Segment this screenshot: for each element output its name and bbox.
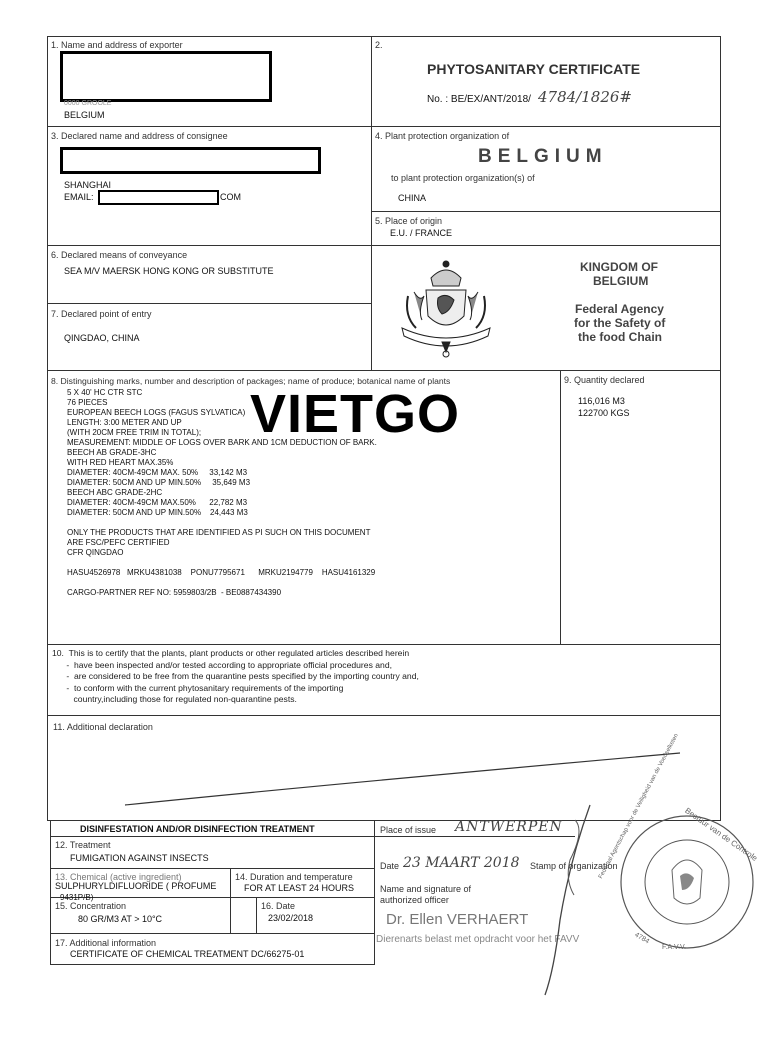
ppo-to-label: to plant protection organization(s) of — [391, 173, 535, 183]
exporter-partial-line: 0000 GROOLE — [64, 100, 112, 107]
box-2 — [371, 36, 721, 127]
exporter-label: 1. Name and address of exporter — [51, 40, 183, 50]
quantity-volume: 116,016 M3 — [578, 396, 625, 406]
kingdom-line-1: KINGDOM OF — [580, 260, 658, 274]
rule — [230, 868, 231, 933]
description-line: 76 PIECES — [67, 398, 108, 407]
stamp-label: Stamp of organization — [530, 861, 618, 871]
description-line: LENGTH: 3:00 METER AND UP — [67, 418, 182, 427]
date-label: 16. Date — [261, 901, 296, 911]
rule — [50, 897, 375, 898]
description-line: 5 X 40' HC CTR STC — [67, 388, 143, 397]
duration-label: 14. Duration and temperature — [235, 872, 353, 882]
chemical-value-1: SULPHURYLDIFLUORIDE ( PROFUME — [55, 881, 217, 891]
description-line: ARE FSC/PEFC CERTIFIED — [67, 538, 170, 547]
agency-line-1: Federal Agency — [575, 302, 664, 316]
officer-label-1: Name and signature of — [380, 884, 472, 894]
quantity-weight: 122700 KGS — [578, 408, 630, 418]
rule — [50, 868, 375, 869]
certify-line: - are considered to be free from the quarantine pests specified by the importing country and, — [52, 671, 419, 681]
entry-value: QINGDAO, CHINA — [64, 333, 140, 343]
description-line: ONLY THE PRODUCTS THAT ARE IDENTIFIED AS PI SUCH ON THIS DOCUMENT — [67, 528, 371, 537]
description-line: BEECH AB GRADE-3HC — [67, 448, 157, 457]
ppo-label: 4. Plant protection organization of — [375, 131, 510, 141]
certify-line: - have been inspected and/or tested according to appropriate official procedures and, — [52, 659, 392, 670]
vietgo-watermark: VIETGO — [250, 384, 461, 444]
description-line — [67, 518, 377, 528]
ppo-country: BELGIUM — [478, 146, 608, 167]
description-line: DIAMETER: 40CM-49CM MAX. 50% 33,142 M3 — [67, 468, 248, 477]
description-line — [67, 558, 377, 568]
stamp-inner-text: Bestuur van de Controle — [683, 806, 759, 863]
entry-label: 7. Declared point of entry — [51, 309, 152, 319]
redaction-block — [60, 147, 321, 174]
certify-line: - to conform with the current phytosanitary requirements of the importing — [52, 682, 344, 693]
additional-label: 11. Additional declaration — [53, 722, 153, 732]
treatment-value: FUMIGATION AGAINST INSECTS — [70, 853, 209, 863]
chemical-value-2: 9431P/B) — [60, 893, 94, 902]
concentration-label: 15. Concentration — [55, 901, 127, 911]
stamp-ring-text: Federaal Agentschap voor de Veiligheid van de Voedselketen — [598, 732, 680, 880]
conveyance-value: SEA M/V MAERSK HONG KONG OR SUBSTITUTE — [64, 266, 274, 276]
officer-note: Dierenarts belast met opdracht voor het FAVV — [376, 934, 580, 945]
rule — [50, 836, 375, 837]
description-line: DIAMETER: 50CM AND UP MIN.50% 24,443 M3 — [67, 508, 248, 517]
certify-line: 10. This is to certify that the plants, plant products or other regulated articles described herein — [52, 648, 410, 658]
description-label: 8. Distinguishing marks, number and description of packages; name of produce; botanical name of plants — [51, 376, 451, 386]
officer-name: Dr. Ellen VERHAERT — [386, 911, 529, 928]
description-line: EUROPEAN BEECH LOGS (FAGUS SYLVATICA) — [67, 408, 246, 417]
consignee-city: SHANGHAI — [64, 180, 112, 190]
certificate-number-handwritten: 4784/1826# — [538, 88, 632, 106]
date-value: 23/02/2018 — [268, 913, 314, 923]
description-line: MEASUREMENT: MIDDLE OF LOGS OVER BARK AND 1CM DEDUCTION OF BARK. — [67, 438, 377, 447]
ppo-to-country: CHINA — [398, 193, 427, 203]
consignee-label: 3. Declared name and address of consignee — [51, 131, 228, 141]
origin-value: E.U. / FRANCE — [390, 228, 453, 238]
exporter-country: BELGIUM — [64, 110, 105, 120]
description-line: WITH RED HEART MAX.35% — [67, 458, 174, 467]
conveyance-label: 6. Declared means of conveyance — [51, 250, 188, 260]
certificate-number-label: No. : BE/EX/ANT/2018/ — [427, 94, 531, 105]
issue-date-label: Date — [380, 861, 400, 871]
belgian-coat-of-arms-icon — [396, 256, 496, 360]
rule — [256, 897, 257, 933]
description-line: (WITH 20CM FREE TRIM IN TOTAL); — [67, 428, 202, 437]
description-line: CARGO-PARTNER REF NO: 5959803/2B - BE0887434390 — [67, 588, 282, 597]
description-line — [67, 578, 377, 588]
signature — [530, 800, 610, 1000]
description-line: DIAMETER: 50CM AND UP MIN.50% 35,649 M3 — [67, 478, 251, 487]
quantity-label: 9. Quantity declared — [564, 375, 645, 385]
certify-line: country,including those for regulated non-quarantine pests. — [52, 694, 297, 704]
consignee-email-suffix: COM — [220, 192, 241, 202]
rule — [50, 933, 375, 934]
box-2-number: 2. — [375, 40, 383, 50]
treatment-label: 12. Treatment — [55, 840, 111, 850]
origin-label: 5. Place of origin — [375, 216, 443, 226]
certify-lines — [52, 648, 419, 706]
concentration-value: 80 GR/M3 AT > 10°C — [78, 914, 163, 924]
treatment-header: DISINFESTATION AND/OR DISINFECTION TREATMENT — [80, 824, 315, 834]
officer-label-2: authorized officer — [380, 895, 449, 905]
stamp-abbr: F.A.V.V. — [662, 944, 687, 951]
additional-info-label: 17. Additional information — [55, 938, 157, 948]
redaction-block — [60, 51, 272, 102]
issue-date-value: 23 MAART 2018 — [403, 855, 520, 871]
kingdom-line-2: BELGIUM — [593, 274, 649, 288]
certificate-title: PHYTOSANITARY CERTIFICATE — [427, 61, 641, 77]
duration-value: FOR AT LEAST 24 HOURS — [244, 883, 355, 893]
agency-line-3: the food Chain — [578, 330, 662, 344]
description-line: BEECH ABC GRADE-2HC — [67, 488, 163, 497]
stamp-number: 4784 — [633, 931, 651, 946]
chemical-label: 13. Chemical (active ingredient) — [55, 872, 182, 882]
description-line: CFR QINGDAO — [67, 548, 124, 557]
additional-info-value: CERTIFICATE OF CHEMICAL TREATMENT DC/66275-01 — [70, 949, 305, 959]
redaction-block — [98, 190, 219, 205]
description-line: DIAMETER: 40CM-49CM MAX.50% 22,782 M3 — [67, 498, 248, 507]
agency-line-2: for the Safety of — [574, 316, 666, 330]
consignee-email-label: EMAIL: — [64, 192, 94, 202]
place-of-issue-label: Place of issue — [380, 825, 437, 835]
description-line: HASU4526978 MRKU4381038 PONU7795671 MRKU2194779 HASU4161329 — [67, 568, 376, 577]
place-of-issue-value: ANTWERPEN — [455, 819, 563, 835]
